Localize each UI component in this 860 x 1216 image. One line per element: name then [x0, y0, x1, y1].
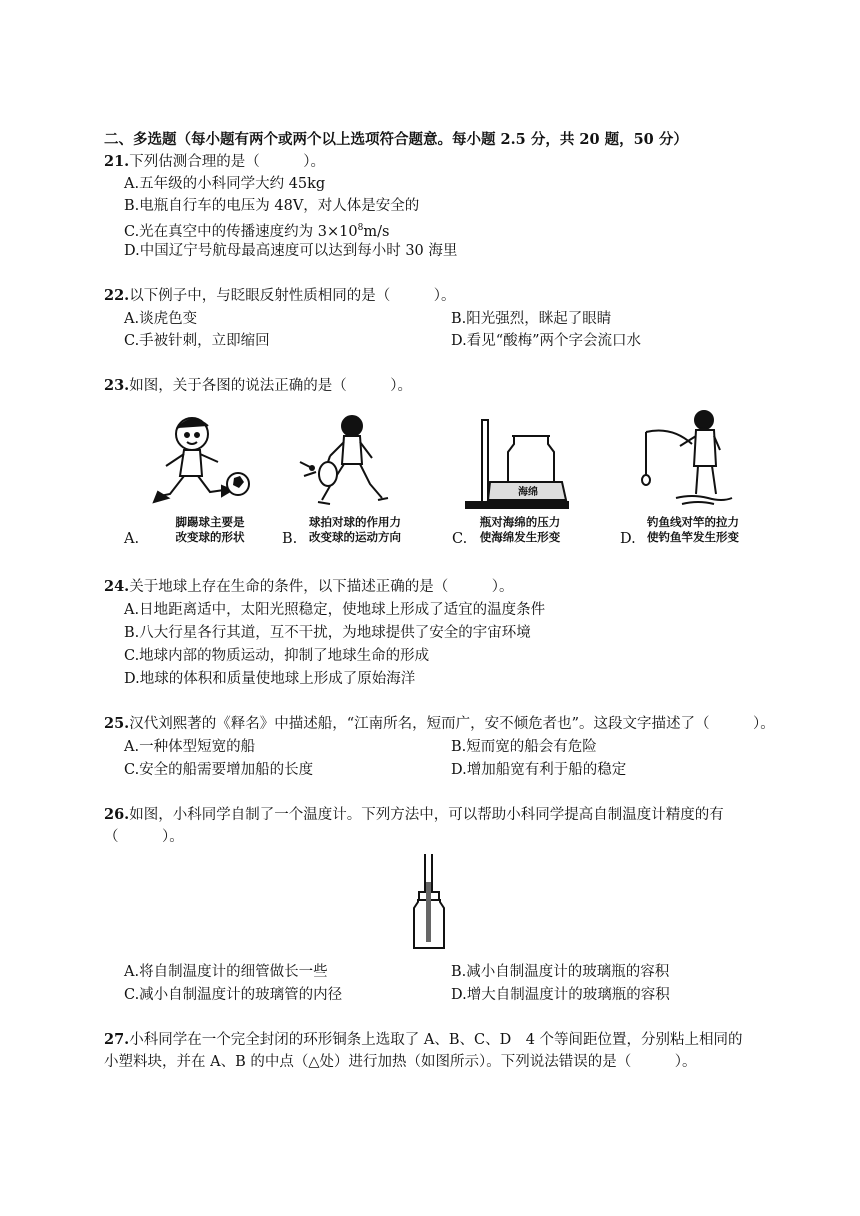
question-26: 26.如图，小科同学自制了一个温度计。下列方法中，可以帮助小科同学提高自制温度计精度的有 [104, 806, 724, 823]
q26-option-b: B.减小自制温度计的玻璃瓶的容积 [451, 964, 670, 980]
q26-option-a: A.将自制温度计的细管做长一些 [124, 964, 328, 980]
figure-c-letter: C. [452, 531, 468, 547]
question-stem: 下列估测合理的是（ ）。 [129, 154, 325, 170]
q21-option-d: D.中国辽宁号航母最高速度可以达到每小时 30 海里 [124, 243, 458, 259]
question-number: 21. [104, 153, 130, 170]
q25-option-a: A.一种体型短宽的船 [124, 739, 256, 755]
q22-option-c: C.手被针刺，立即缩回 [124, 333, 270, 349]
question-26-line2: （ ）。 [104, 829, 184, 845]
q24-option-b: B.八大行星各行其道，互不干扰，为地球提供了安全的宇宙环境 [124, 625, 531, 641]
figure-d-caption: 钓鱼线对竿的拉力 使钓鱼竿发生形变 [647, 515, 739, 544]
q26-option-c: C.减小自制温度计的玻璃管的内径 [124, 987, 343, 1003]
section-header: 二、多选题（每小题有两个或两个以上选项符合题意。每小题 2.5 分，共 20 题，50 分） [104, 131, 688, 148]
question-27-line2: 小塑料块，并在 A、B 的中点（△处）进行加热（如图所示）。下列说法错误的是（ ）。 [104, 1054, 697, 1070]
figure-b-letter: B. [282, 531, 298, 547]
question-24: 24.关于地球上存在生命的条件，以下描述正确的是（ ）。 [104, 578, 514, 595]
q25-option-b: B.短而宽的船会有危险 [451, 739, 597, 755]
q21-option-b: B.电瓶自行车的电压为 48V，对人体是安全的 [124, 198, 420, 214]
question-22: 22.以下例子中，与眨眼反射性质相同的是（ ）。 [104, 287, 456, 304]
q21-option-c: C.光在真空中的传播速度约为 $3\times 10^8m/s$ [124, 223, 390, 240]
q24-option-c: C.地球内部的物质运动，抑制了地球生命的形成 [124, 648, 430, 664]
question-23: 23.如图，关于各图的说法正确的是（ ）。 [104, 377, 412, 394]
q21-option-a: A.五年级的小科同学大约 45kg [124, 176, 326, 192]
question-21 [104, 152, 325, 172]
q24-option-a: A.日地距离适中，太阳光照稳定，使地球上形成了适宜的温度条件 [124, 602, 546, 618]
thermometer-figure [406, 852, 452, 952]
figure-b-caption: 球拍对球的作用力 改变球的运动方向 [309, 515, 401, 544]
q24-option-d: D.地球的体积和质量使地球上形成了原始海洋 [124, 671, 416, 687]
figure-a-soccer-player [140, 412, 260, 512]
q22-option-a: A.谈虎色变 [124, 311, 198, 327]
figure-d-fisherman [632, 404, 742, 512]
figure-d-letter: D. [620, 531, 636, 547]
figure-c-caption: 瓶对海绵的压力 使海绵发生形变 [479, 515, 561, 544]
q26-option-d: D.增大自制温度计的玻璃瓶的容积 [451, 987, 670, 1003]
q22-option-d: D.看见“酸梅”两个字会流口水 [451, 333, 642, 349]
figure-b-tennis-player [290, 412, 400, 512]
figure-a-letter: A. [124, 531, 140, 547]
figure-a-caption: 脚踢球主要是 改变球的形状 [175, 515, 245, 544]
question-25: 25.汉代刘熙著的《释名》中描述船，“江南所名，短而广，安不倾危者也”。这段文字描述了（ ）。 [104, 715, 775, 732]
q25-option-c: C.安全的船需要增加船的长度 [124, 762, 314, 778]
q25-option-d: D.增加船宽有利于船的稳定 [451, 762, 627, 778]
question-27: 27.小科同学在一个完全封闭的环形铜条上选取了 A、B、C、D 4 个等间距位置，分别粘上相同的 [104, 1031, 743, 1048]
sponge-label: 海绵 [518, 487, 538, 498]
q22-option-b: B.阳光强烈，眯起了眼睛 [451, 311, 612, 327]
